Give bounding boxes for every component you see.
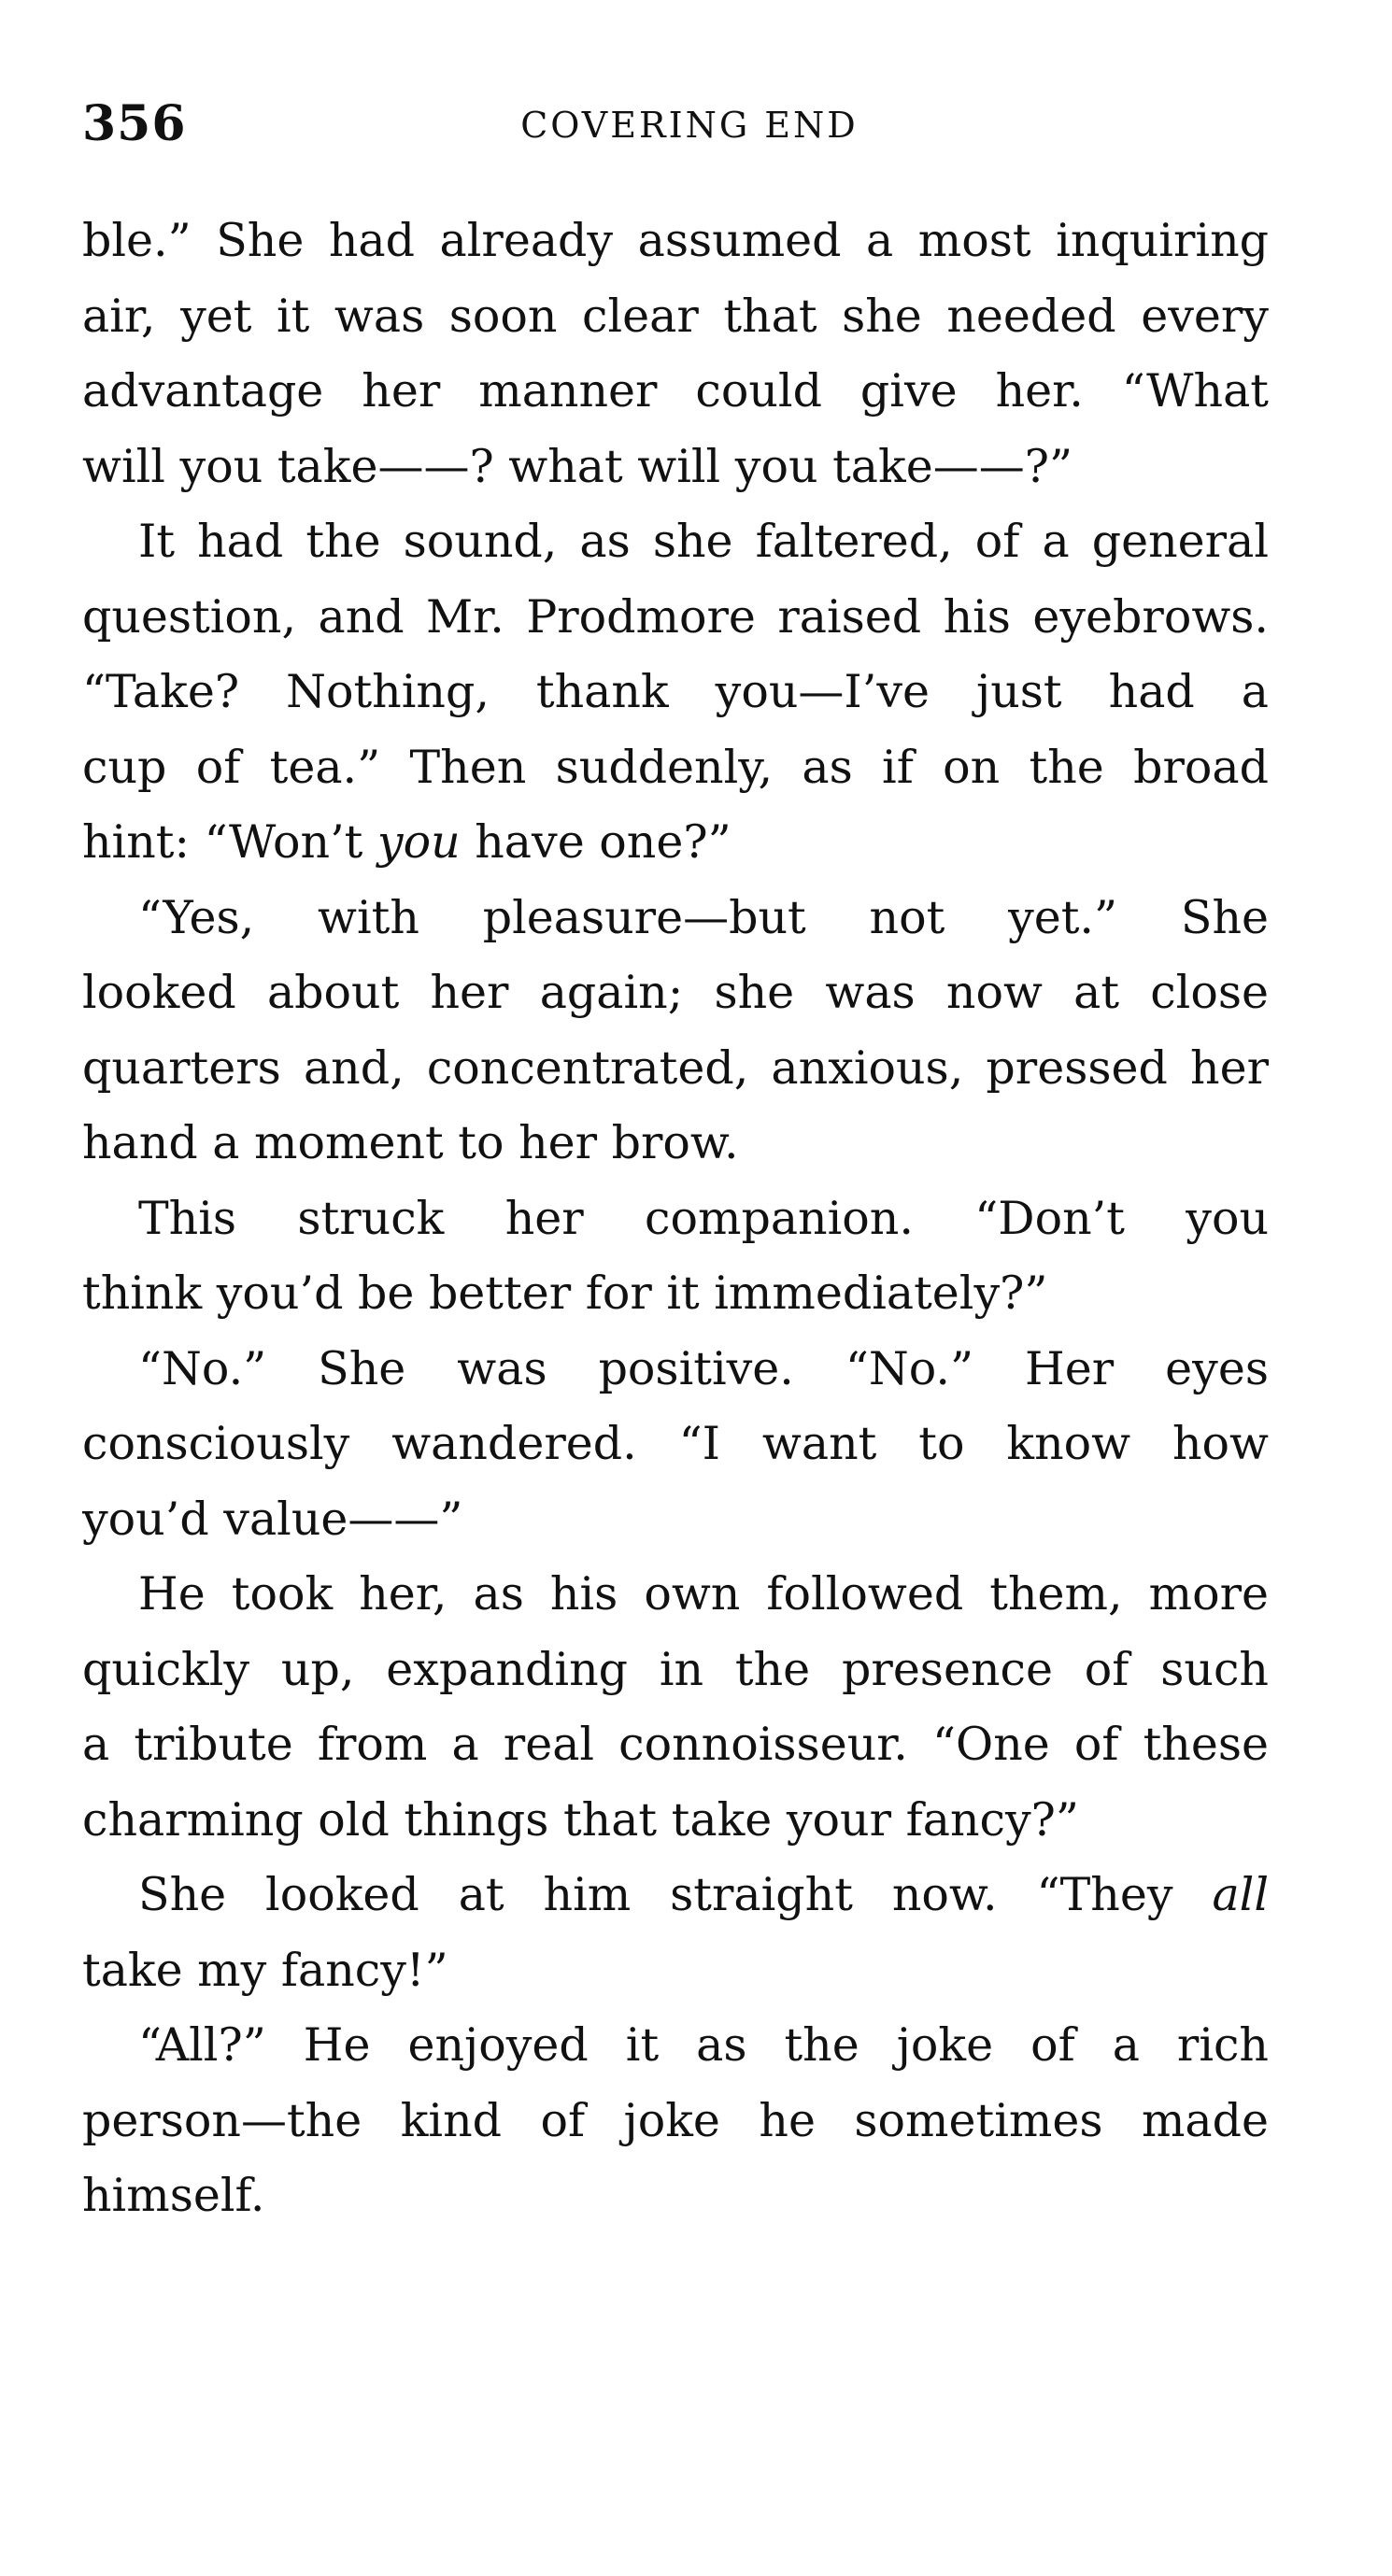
text-line: cup of tea.” Then suddenly, as if on the broad — [82, 740, 1269, 794]
page-header — [82, 92, 1269, 157]
text-line: This struck her companion. “Don’t you — [138, 1191, 1269, 1245]
text-line: “Take? Nothing, thank you—I’ve just had a — [82, 665, 1269, 718]
text-line: you’d value——” — [82, 1492, 463, 1546]
text-line: “No.” She was positive. “No.” Her eyes — [138, 1341, 1269, 1395]
text-line — [82, 1858, 1269, 1933]
text-line: quarters and, concentrated, anxious, pressed her — [82, 1040, 1269, 1095]
text-line: question, and Mr. Prodmore raised his eyebrows. — [82, 589, 1269, 644]
text-line: air, yet it was soon clear that she needed every — [82, 289, 1269, 343]
italic-word: all — [1212, 1868, 1269, 1921]
text-line: “Yes, with pleasure—but not yet.” She — [138, 890, 1269, 944]
text-line: ble.” She had already assumed a most inquiring — [82, 214, 1269, 267]
text-segment: have one?” — [460, 815, 732, 869]
text-segment: She looked at him straight now. “They — [138, 1868, 1213, 1921]
text-line: advantage her manner could give her. “What — [82, 364, 1269, 418]
text-line: think you’d be better for it immediately?” — [82, 1267, 1048, 1320]
text-line — [82, 805, 1269, 881]
text-line: “All?” He enjoyed it as the joke of a rich — [138, 2018, 1269, 2072]
text-line: will you take——? what will you take——?” — [82, 439, 1073, 493]
body-text — [82, 204, 1269, 2234]
text-line: looked about her again; she was now at close — [82, 966, 1269, 1019]
text-segment: hint: “Won’t — [82, 815, 377, 869]
page-number: 356 — [82, 95, 187, 152]
text-line: himself. — [82, 2169, 265, 2222]
text-line: quickly up, expanding in the presence of such — [82, 1642, 1269, 1696]
text-line: take my fancy!” — [82, 1943, 448, 1997]
running-title: COVERING END — [520, 105, 859, 146]
text-line: hand a moment to her brow. — [82, 1116, 739, 1169]
text-line: It had the sound, as she faltered, of a general — [138, 515, 1269, 568]
italic-word: you — [376, 815, 461, 869]
text-line: He took her, as his own followed them, more — [138, 1567, 1269, 1621]
text-line: charming old things that take your fancy?” — [82, 1792, 1079, 1847]
text-line: consciously wandered. “I want to know how — [82, 1417, 1269, 1470]
text-line: person—the kind of joke he sometimes made — [82, 2093, 1269, 2147]
text-line: a tribute from a real connoisseur. “One of these — [82, 1718, 1269, 1771]
